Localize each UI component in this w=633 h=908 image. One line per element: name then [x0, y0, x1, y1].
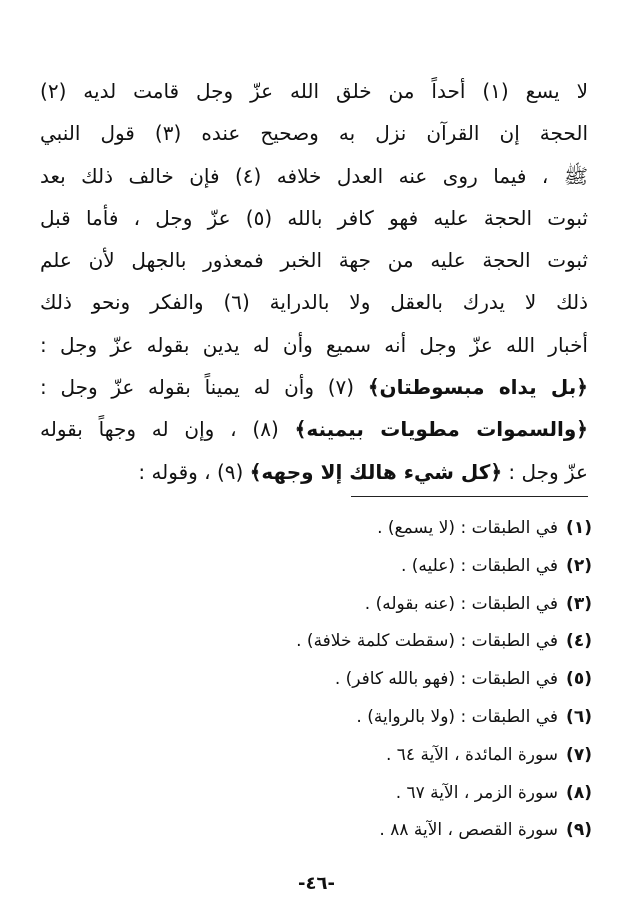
body-line: [40, 408, 588, 450]
body-line: [40, 451, 588, 493]
footnote-text: في الطبقات : (عنه بقوله) .: [364, 593, 559, 614]
footnote-text: في الطبقات : (عليه) .: [400, 555, 559, 576]
footnote-text: في الطبقات : (فهو بالله كافر) .: [334, 669, 559, 690]
footnote: [40, 623, 592, 661]
footnote-number: (٦): [566, 706, 592, 727]
body-line: ذلك لا يدرك بالعقل ولا بالدراية (٦) والفكر ونحو ذلك: [40, 290, 588, 315]
footnote-number: (٤): [566, 631, 592, 652]
footnote: [40, 699, 592, 737]
footnote-number: (١): [566, 518, 592, 538]
body-line: ﷺ ، فيما روى عنه العدل خلافه (٤) فإن خالف ذلك بعد: [40, 163, 588, 188]
footnote-text: في الطبقات : (سقطت كلمة خلافة) .: [296, 631, 559, 652]
body-line: ثبوت الحجة عليه فهو كافر بالله (٥) عزّ وجل ، فأما قبل: [40, 205, 588, 230]
quran-quote: ﴿بل يداه مبسوطتان﴾: [367, 375, 588, 400]
footnote: [40, 548, 592, 586]
footnote-number: (٢): [566, 555, 592, 576]
footnote-separator: [351, 496, 588, 497]
footnote: [40, 510, 592, 548]
footnote: [40, 661, 592, 699]
body-line-text: عزّ وجل :: [502, 459, 588, 484]
footnote-text: في الطبقات : (لا يسمع) .: [377, 518, 559, 538]
footnote-text: سورة المائدة ، الآية ٦٤ .: [385, 744, 559, 765]
footnote: [40, 775, 592, 813]
quran-quote: ﴿كل شيء هالك إلا وجهه﴾: [249, 459, 503, 484]
footnotes: [40, 510, 592, 850]
footnote-number: (٥): [566, 669, 592, 690]
footnote-number: (٨): [566, 782, 592, 803]
footnote-number: (٩): [566, 820, 592, 841]
body-text: [40, 70, 588, 493]
page-number: -٤٦-: [298, 873, 335, 894]
footnote-number: (٣): [566, 593, 592, 614]
body-line-text: (٧) وأن له يميناً بقوله عزّ وجل :: [40, 375, 368, 400]
footnote-number: (٧): [566, 744, 592, 765]
footnote-text: سورة القصص ، الآية ٨٨ .: [379, 820, 559, 841]
footnote: [40, 586, 592, 624]
body-line: أخبار الله عزّ وجل أنه سميع وأن له يدين بقوله عزّ وجل :: [40, 332, 588, 357]
body-line-text: (٨) ، وإن له وجهاً بقوله: [40, 417, 295, 442]
body-line: ثبوت الحجة عليه من جهة الخبر فمعذور بالجهل لأن علم: [40, 248, 588, 273]
footnote-text: سورة الزمر ، الآية ٦٧ .: [395, 782, 559, 803]
quran-quote: ﴿والسموات مطويات بيمينه﴾: [294, 417, 588, 442]
body-line: [40, 366, 588, 408]
body-line: لا يسع (١) أحداً من خلق الله عزّ وجل قامت لديه (٢): [40, 79, 588, 103]
body-line: الحجة إن القرآن نزل به وصحيح عنده (٣) قول النبي: [40, 121, 588, 146]
footnote: [40, 737, 592, 775]
footnote: [40, 812, 592, 850]
body-line-text: (٩) ، وقوله :: [138, 459, 250, 484]
footnote-text: في الطبقات : (ولا بالرواية) .: [356, 706, 559, 727]
